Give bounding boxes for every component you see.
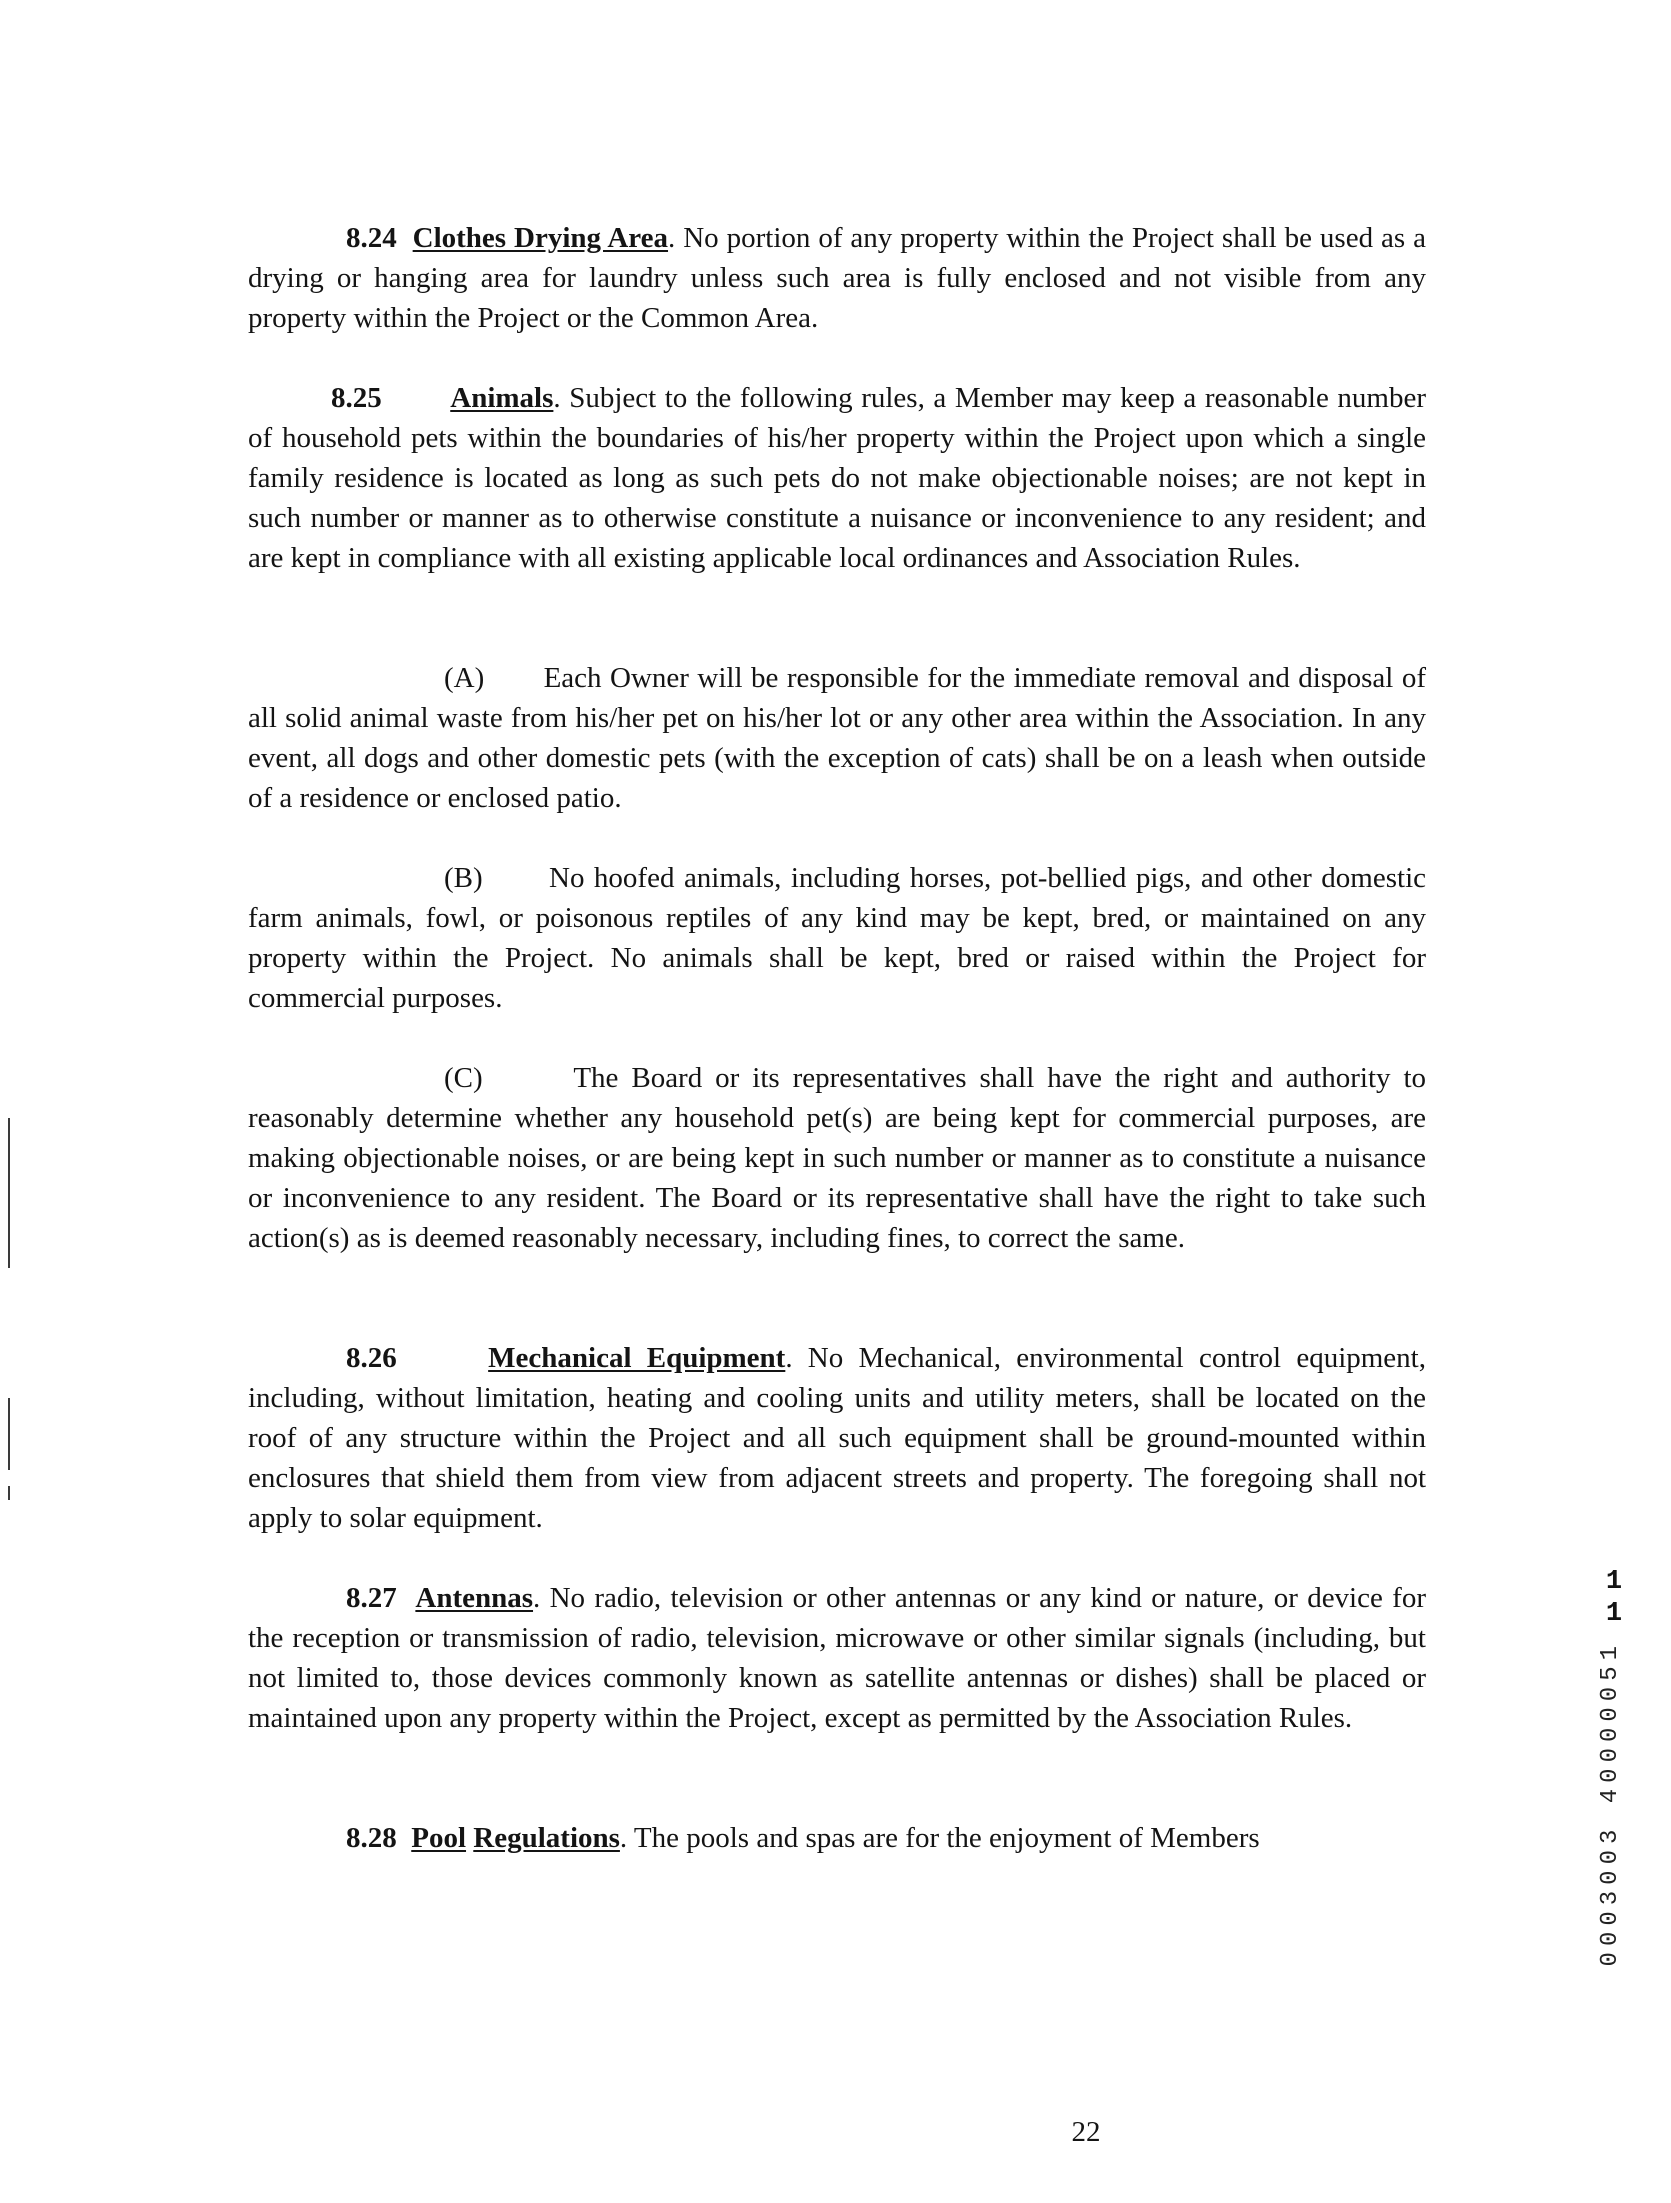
margin-bar [8, 1486, 10, 1500]
subsection-text: The Board or its representatives shall have the right and authority to reasonably determine whether any household pet(s) are being kept for commercial purposes, are making objectionable noises, or are being kept in such number or manner as to constitute a nuisance or inconvenience to any resident. The Board or its representative shall have the right to take such action(s) as is deemed reasonably necessary, including fines, to correct the same. [248, 1062, 1427, 1254]
section-8-27 [248, 1578, 1426, 1738]
section-8-26 [248, 1338, 1426, 1538]
bates-stamp-code: 0003003 40000051 [1597, 1640, 1624, 1967]
section-8-25 [248, 378, 1426, 578]
section-number: 8.25 [331, 382, 382, 414]
section-heading: Mechanical Equipment [488, 1342, 786, 1374]
subsection-text: Each Owner will be responsible for the immediate removal and disposal of all solid animal waste from his/her pet on his/her lot or any other area within the Association. In any event, all dogs and other domestic pets (with the exception of cats) shall be on a leash when outside of a residence or enclosed patio. [248, 662, 1426, 814]
section-8-24 [248, 218, 1426, 338]
section-number: 8.24 [346, 222, 397, 254]
section-text: . No Mechanical, environmental control equipment, including, without limitation, heating and cooling units and utility meters, shall be located on the roof of any structure within the Project and all such equipment shall be ground-mounted within enclosures that shield them from view from adjacent streets and property. The foregoing shall not apply to solar equipment. [248, 1342, 1426, 1534]
margin-bar [8, 1118, 10, 1268]
section-number: 8.28 [346, 1822, 397, 1854]
section-heading: Regulations [473, 1822, 620, 1854]
subsection-label: (A) [444, 662, 485, 694]
section-number: 8.26 [346, 1342, 397, 1374]
margin-bar [8, 1398, 10, 1470]
bates-stamp-top: 1 1 [1605, 1567, 1623, 1629]
section-heading: Antennas [415, 1582, 534, 1614]
subsection-text: No hoofed animals, including horses, pot-bellied pigs, and other domestic farm animals, fowl, or poisonous reptiles of any kind may be kept, bred, or maintained on any property within the Project. No animals shall be kept, bred or raised within the Project for commercial purposes. [248, 862, 1426, 1014]
subsection-label: (B) [444, 862, 483, 894]
section-number: 8.27 [346, 1582, 397, 1614]
section-text: . No radio, television or other antennas or any kind or nature, or device for the reception or transmission of radio, television, microwave or other similar signals (including, but not limited to, those devices commonly known as satellite antennas or dishes) shall be placed or maintained upon any property within the Project, except as permitted by the Association Rules. [248, 1582, 1426, 1734]
subsection-label: (C) [444, 1062, 483, 1094]
section-text: . The pools and spas are for the enjoyment of Members [619, 1822, 1260, 1854]
section-heading: Animals [450, 382, 554, 414]
section-8-28 [248, 1818, 1260, 1858]
section-heading: Clothes Drying Area [412, 222, 669, 254]
section-text: . No portion of any property within the Project shall be used as a drying or hanging area for laundry unless such area is fully enclosed and not visible from any property within the Project or the Common Area. [248, 222, 1426, 334]
subsection-c [248, 1058, 1426, 1258]
page-number: 22 [1071, 2116, 1101, 2148]
subsection-a [248, 658, 1426, 818]
section-heading: Pool [411, 1822, 467, 1854]
subsection-b [248, 858, 1426, 1018]
section-text: . Subject to the following rules, a Member may keep a reasonable number of household pets within the boundaries of his/her property within the Project upon which a single family residence is located as long as such pets do not make objectionable noises; are not kept in such number or manner as to otherwise constitute a nuisance or inconvenience to any resident; and are kept in compliance with all existing applicable local ordinances and Association Rules. [248, 382, 1426, 574]
